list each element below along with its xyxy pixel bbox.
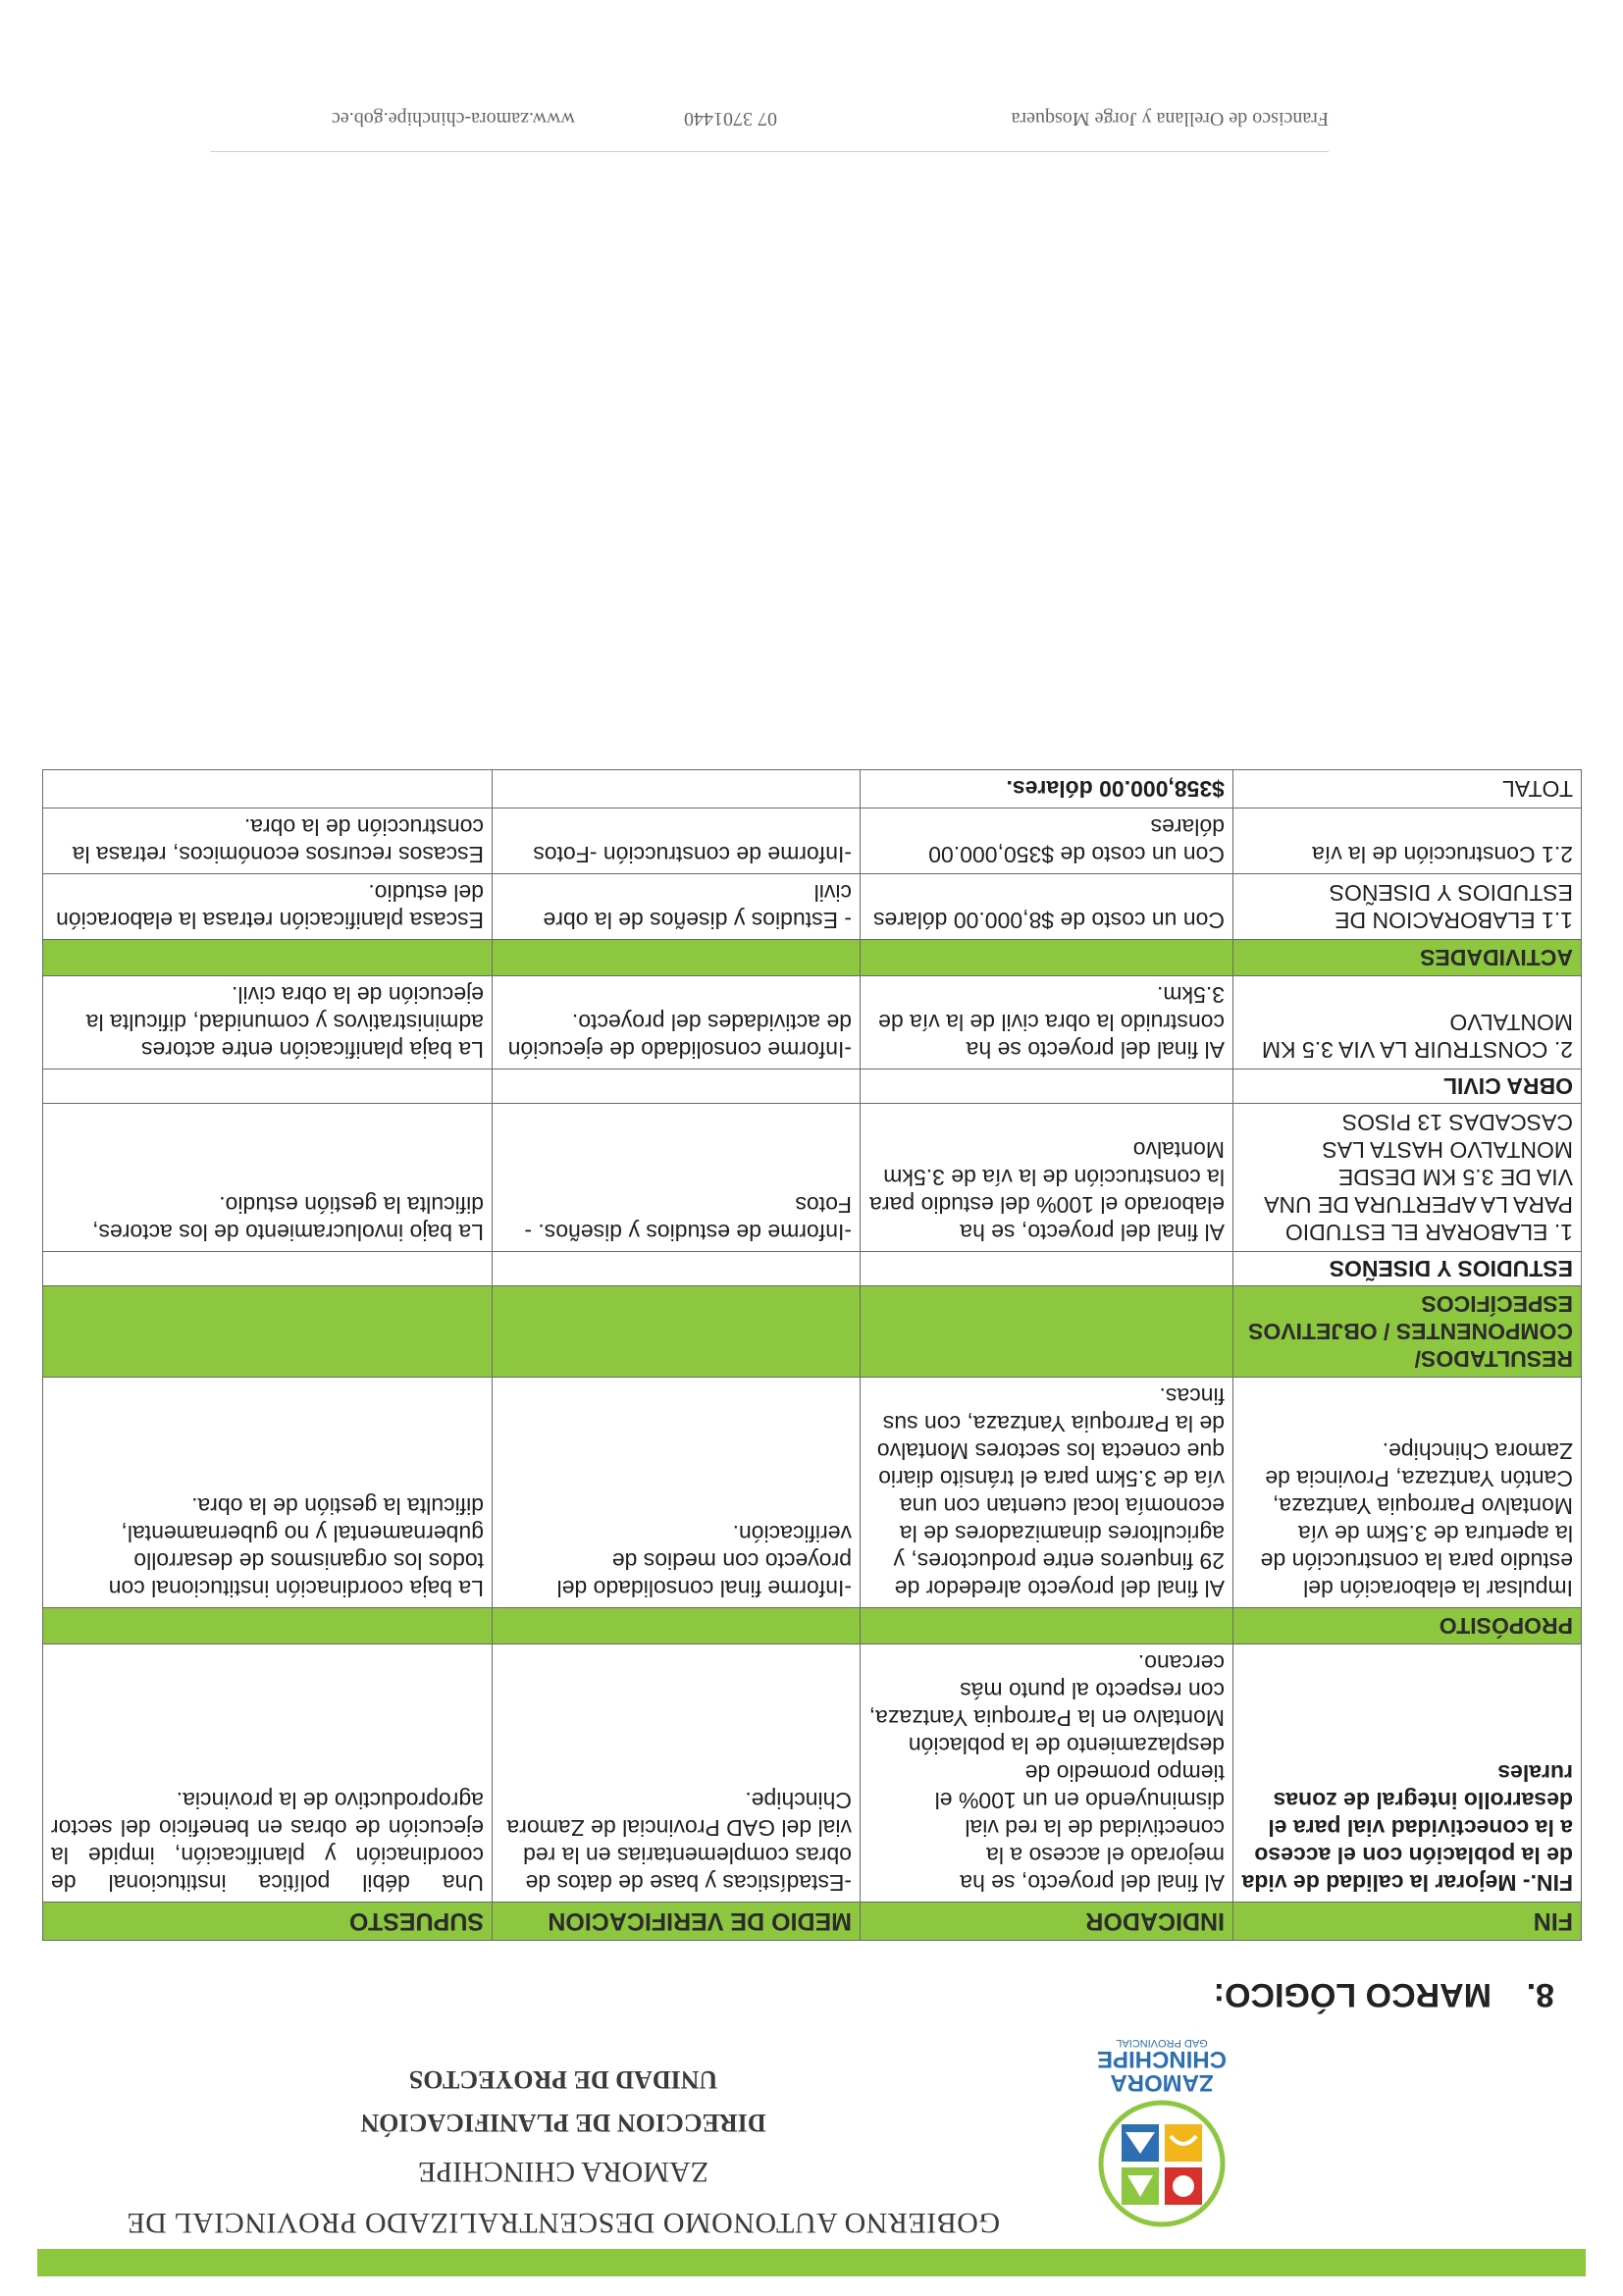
unit-name: UNIDAD DE PROYECTOS [408, 2065, 718, 2094]
component-2-verification: -Informe consolidado de ejecución de actividades del proyecto. [493, 976, 861, 1070]
logo-wordmark: ZAMORA CHINCHIPE [1097, 2046, 1228, 2096]
footer-phone: 07 3701440 [684, 108, 777, 130]
section-heading [1214, 1975, 1554, 2013]
table-row [43, 1608, 1582, 1644]
activity-2-verification: -Informe de construcción -Fotos [493, 809, 861, 874]
column-header: FIN [1233, 1903, 1582, 1941]
table-row [43, 809, 1582, 874]
direction-name: DIRECCION DE PLANIFICACIÓN [360, 2109, 766, 2137]
estudios-label: ESTUDIOS Y DISEÑOS [1233, 1252, 1582, 1286]
table-row [43, 770, 1582, 809]
fin-verification: -Estadísticas y base de datos de obras complementarias en la red vial del GAD Provincial de Zamora Chinchipe. [493, 1644, 861, 1903]
component-2-summary: 2. CONSTRUIR LA VIA 3.5 KM MONTALVO [1233, 976, 1582, 1070]
table-row [43, 1070, 1582, 1104]
footer-divider [210, 151, 1329, 152]
actividades-label: ACTIVIDADES [1233, 940, 1582, 976]
component-1-verification: -Informe de estudios y diseños. -Fotos [493, 1104, 861, 1252]
total-value: $358,000.00 dólares. [861, 770, 1233, 809]
fin-summary: FIN.- Mejorar la calidad de vida de la población con el acceso a la conectividad vial para el desarrollo integral de zonas rurales [1233, 1644, 1582, 1903]
proposito-label: PROPÓSITO [1233, 1608, 1582, 1644]
footer-address: Francisco de Orellana y Jorge Mosquera [1011, 108, 1329, 130]
table-header-row [43, 1903, 1582, 1941]
table-row [43, 1378, 1582, 1608]
component-1-assumption: La bajo involucramiento de los actores, dificulta la gestión estudio. [43, 1104, 493, 1252]
total-label: TOTAL [1233, 770, 1582, 809]
table-row [43, 976, 1582, 1070]
table-row [43, 1252, 1582, 1286]
section-title-text: MARCO LÓGICO: [1213, 1976, 1492, 2013]
footer-website: www.zamora-chinchipe.gob.ec [331, 108, 575, 130]
component-1-indicator: Al final del proyecto, se ha elaborado el 100% del estudio para la construcción de la vía de 3.5km Montalvo [861, 1104, 1233, 1252]
component-2-assumption: La baja planificación entre actores administrativos y comunidad, dificulta la ejecución de la obra civil. [43, 976, 493, 1070]
column-header: MEDIO DE VERIFICACION [493, 1903, 861, 1941]
column-header: SUPUESTO [43, 1903, 493, 1941]
proposito-verification: -Informe final consolidado del proyecto con medios de verificación. [493, 1378, 861, 1608]
table-row [43, 874, 1582, 940]
activity-2-indicator: Con un costo de $350,000.00 dólares [861, 809, 1233, 874]
activity-1-indicator: Con un costo de $8,000.00 dólares [861, 874, 1233, 940]
activity-2-assumption: Escasos recursos económicos, retrasa la construcción de la obra. [43, 809, 493, 874]
institution-name: GOBIERNO AUTONOMO DESCENTRALIZADO PROVINCIAL DE [126, 2207, 1001, 2239]
proposito-assumption: La baja coordinación institucional con todos los organismos de desarrollo gubernamental y no gubernamental, dificulta la gestión de la obra. [43, 1378, 493, 1608]
activity-1-assumption: Escasa planificación retrasa la elaboración del estudio. [43, 874, 493, 940]
component-1-summary: 1. ELABORAR EL ESTUDIO PARA LA APERTURA DE UNA VIA DE 3.5 KM DESDE MONTALVO HASTA LAS CASCADAS 13 PISOS [1233, 1104, 1582, 1252]
logo-subtitle: GAD PROVINCIAL [1116, 2037, 1208, 2049]
proposito-indicator: Al final del proyecto alrededor de 29 finqueros entre productores, y agricultores dinamizadores de la economía local cuentan con una vía de 3.5km para el tránsito diario que conecta los sectores Montalvo de la Parroquia Yantzaza, con sus fincas. [861, 1378, 1233, 1608]
fin-assumption: Una débil política institucional de coordinación y planificación, impide la ejecución de obras en beneficio del sector agroproductivo de la provincia. [43, 1644, 493, 1903]
table-row [43, 1644, 1582, 1903]
fin-indicator: Al final del proyecto, se ha mejorado el acceso a la conectividad de la red vial disminuyendo en un 100% el tiempo promedio de desplazamiento de la población Montalvo en la Parroquia Yantzaza, con respecto al punto más cercano. [861, 1644, 1233, 1903]
activity-1-verification: - Estudios y diseños de la obre civil [493, 874, 861, 940]
gad-logo-icon [1088, 2086, 1235, 2235]
logical-framework-table [42, 769, 1582, 1941]
obra-civil-label: OBRA CIVIL [1233, 1070, 1582, 1104]
column-header: INDICADOR [861, 1903, 1233, 1941]
resultados-label: RESULTADOS/ COMPONENTES / OBJETIVOS ESPECÍFICOS [1233, 1286, 1582, 1378]
component-2-indicator: Al final del proyecto se ha construido la obra civil de la vía de 3.5km. [861, 976, 1233, 1070]
province-name: ZAMORA CHINCHIPE [418, 2156, 708, 2188]
top-green-bar [37, 2249, 1586, 2276]
section-number: 8. [1526, 1976, 1554, 2013]
activity-2-summary: 2.1 Construcción de la vía [1233, 809, 1582, 874]
table-row [43, 1104, 1582, 1252]
table-row [43, 1286, 1582, 1378]
table-row [43, 940, 1582, 976]
proposito-summary: Impulsar la elaboración del estudio para la construcción de la apertura de 3.5km de vía Montalvo Parroquia Yantzaza, Cantón Yantzaza, Provincia de Zamora Chinchipe. [1233, 1378, 1582, 1608]
activity-1-summary: 1.1 ELABORACION DE ESTUDIOS Y DISEÑOS [1233, 874, 1582, 940]
